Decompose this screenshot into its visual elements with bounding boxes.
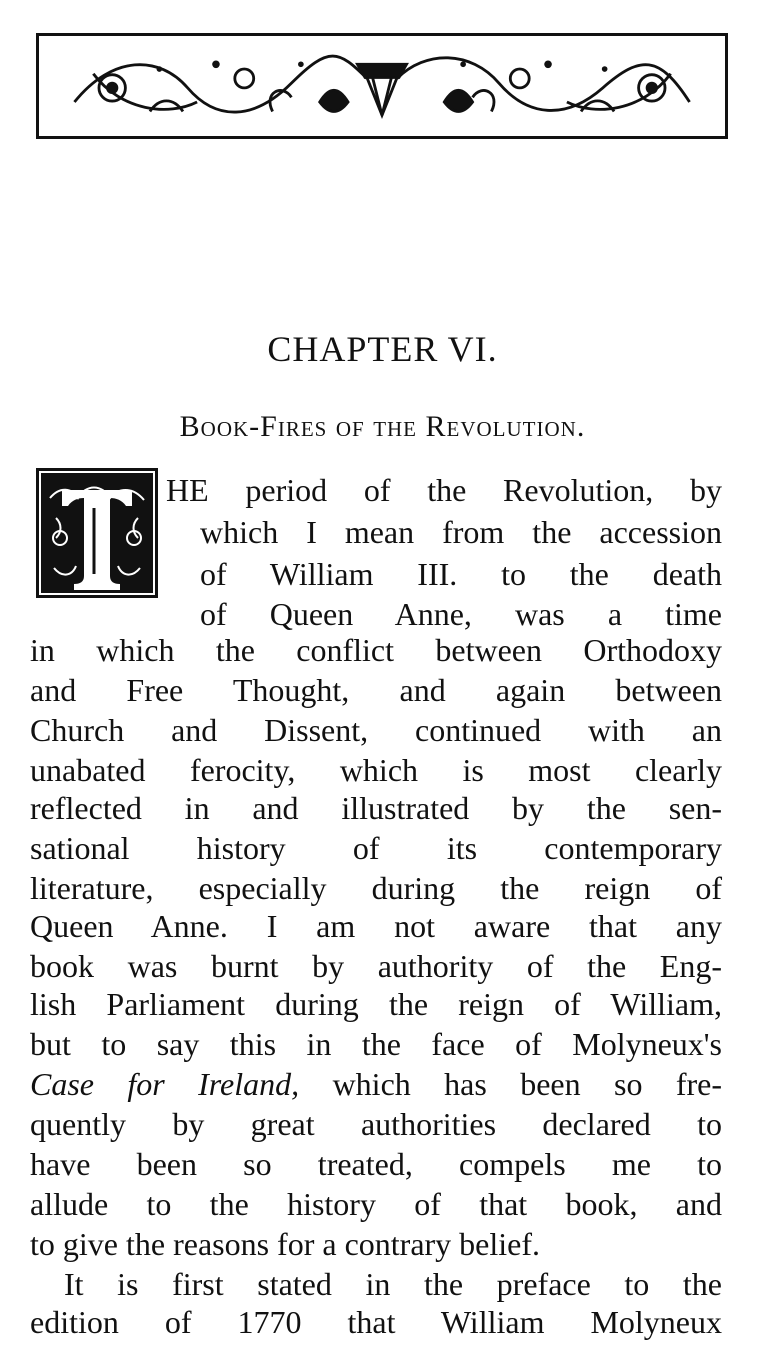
paragraph1-line-9: reflected in and illustrated by the sen- bbox=[30, 790, 722, 826]
floral-scroll-ornament-icon bbox=[39, 36, 725, 136]
chapter-title: CHAPTER VI. bbox=[267, 329, 498, 369]
paragraph1-line-5: in which the conflict between Orthodoxy bbox=[30, 632, 722, 668]
paragraph1-line-18: have been so treated, compels me to bbox=[30, 1146, 722, 1182]
paragraph1-line-19: allude to the history of that book, and bbox=[30, 1186, 722, 1222]
paragraph1-line-1: HE period of the Revolution, by bbox=[166, 472, 722, 508]
paragraph1-line-11: literature, especially during the reign of bbox=[30, 870, 722, 906]
paragraph2-line-1: It is first stated in the preface to the bbox=[64, 1266, 722, 1302]
paragraph1-line-2: which I mean from the accession bbox=[200, 514, 722, 550]
paragraph1-line-20: to give the reasons for a contrary belief. bbox=[30, 1226, 541, 1262]
paragraph1-line-10: sational history of its contemporary bbox=[30, 830, 722, 866]
paragraph2-line-2: edition of 1770 that William Molyneux bbox=[30, 1304, 722, 1340]
paragraph1-line-4: of Queen Anne, was a time bbox=[200, 596, 722, 632]
paragraph1-line-17: quently by great authorities declared to bbox=[30, 1106, 722, 1142]
paragraph1-line-6: and Free Thought, and again between bbox=[30, 672, 722, 708]
paragraph1-line-16 bbox=[30, 1064, 722, 1104]
ornamental-headpiece bbox=[36, 33, 728, 139]
chapter-subtitle: Book-Fires of the Revolution. bbox=[179, 410, 586, 443]
paragraph1-line-3: of William III. to the death bbox=[200, 556, 722, 592]
paragraph1-line-15: but to say this in the face of Molyneux's bbox=[30, 1026, 722, 1062]
paragraph1-line-8: unabated ferocity, which is most clearly bbox=[30, 752, 722, 788]
line-16-rest: which has been so fre- bbox=[332, 1066, 723, 1102]
book-title-italic: Case for Ireland, bbox=[30, 1066, 300, 1102]
paragraph1-line-7: Church and Dissent, continued with an bbox=[30, 712, 722, 748]
paragraph1-line-12: Queen Anne. I am not aware that any bbox=[30, 908, 722, 944]
paragraph1-line-14: lish Parliament during the reign of William, bbox=[30, 986, 722, 1022]
decorated-initial-t-icon bbox=[36, 468, 158, 598]
paragraph1-line-13: book was burnt by authority of the Eng- bbox=[30, 948, 722, 984]
